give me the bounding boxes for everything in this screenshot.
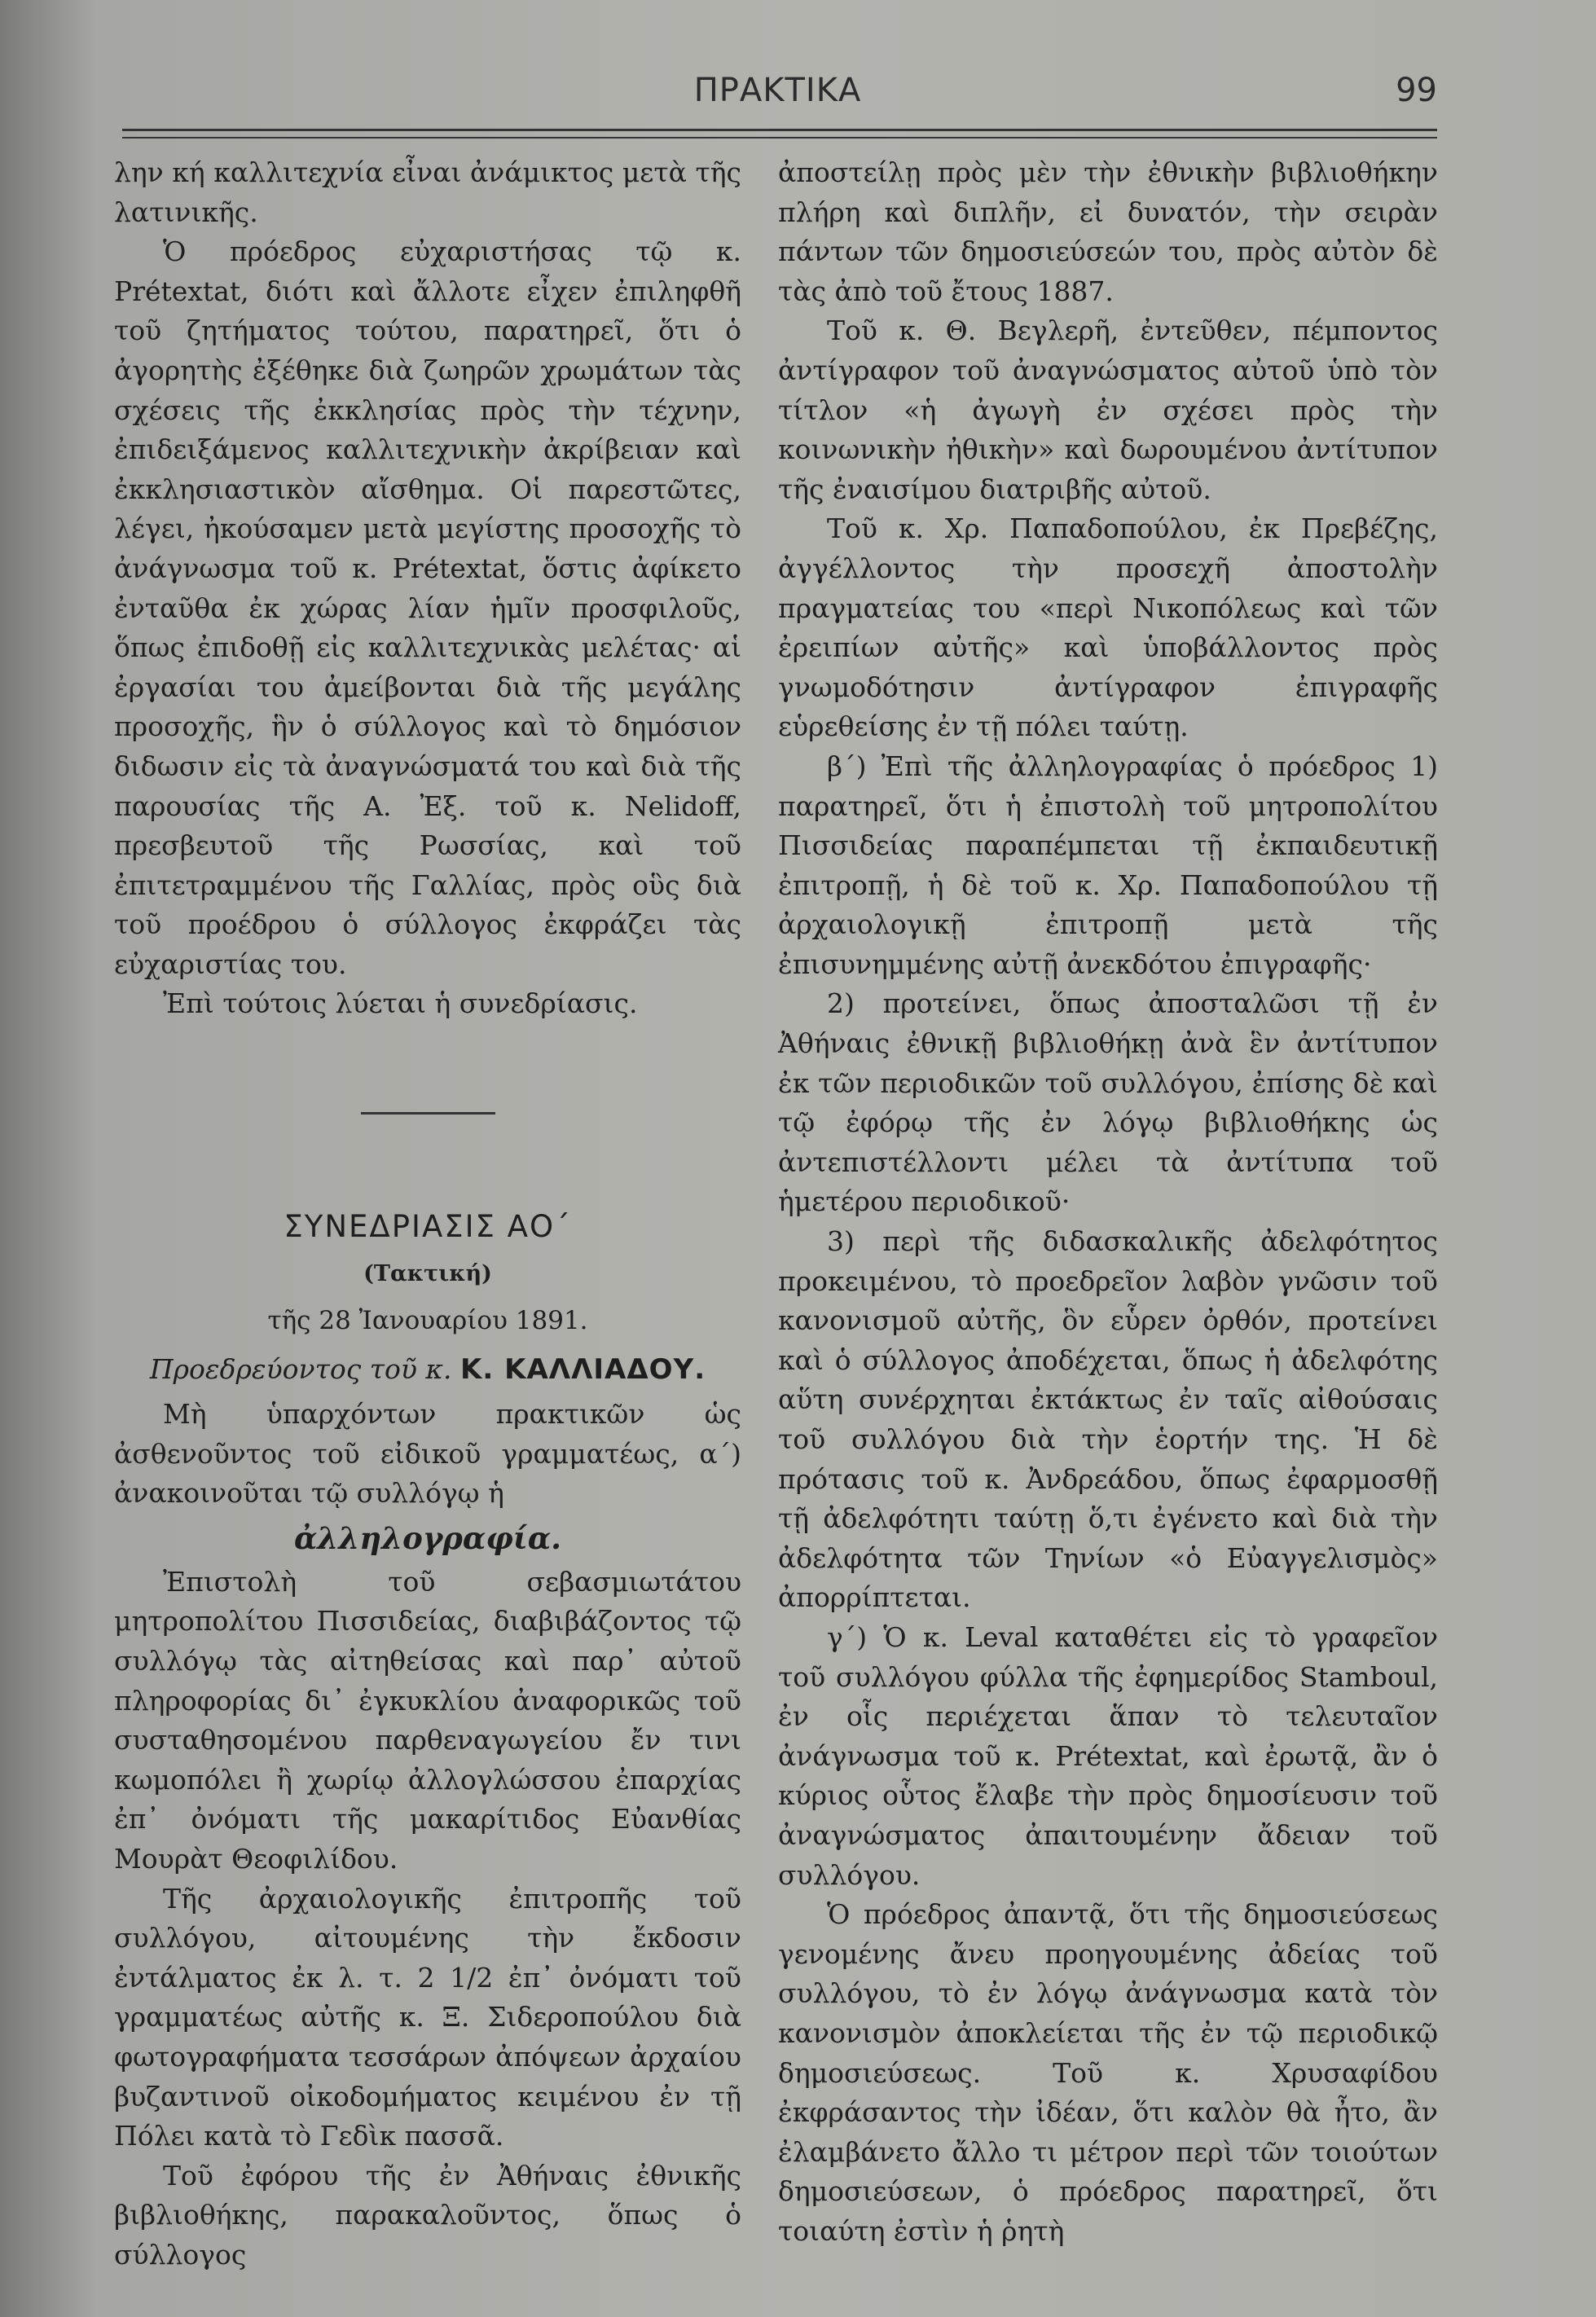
paragraph: Τοῦ κ. Χρ. Παπαδοπούλου, ἐκ Πρεβέζης, ἀγγέλλοντος τὴν προσεχῆ ἀποστολὴν πραγματείας του «περὶ Νικοπόλεως καὶ τῶν ἐρειπίων αὐτῆς» καὶ ὑποβάλλοντος πρὸς γνωμοδότησιν ἀντίγραφον ἐπιγραφῆς εὑρεθείσης ἐν τῇ πόλει ταύτῃ. <box>778 512 1438 743</box>
presiding-label: Προεδρεύοντος τοῦ κ. <box>149 1353 452 1386</box>
paragraph: Τοῦ ἐφόρου τῆς ἐν Ἀθήναις ἐθνικῆς βιβλιοθήκης, παρακαλοῦντος, ὅπως ὁ σύλλογος <box>114 2159 741 2271</box>
paragraph: β΄) Ἐπὶ τῆς ἀλληλογραφίας ὁ πρόεδρος 1) παρατηρεῖ, ὅτι ἡ ἐπιστολὴ τοῦ μητροπολίτου Πισσιδείας παραπέμπεται τῇ ἐκπαιδευτικῇ ἐπιτροπῇ, ἡ δὲ τοῦ κ. Χρ. Παπαδοπούλου τῇ ἀρχαιολογικῇ ἐπιτροπῇ μετὰ τῆς ἐπισυνημμένης αὐτῇ ἀνεκδότου ἐπιγραφῆς· <box>778 750 1438 980</box>
presiding-line <box>114 1344 741 1395</box>
paragraph: Τοῦ κ. Θ. Βεγλερῆ, ἐντεῦθεν, πέμποντος ἀντίγραφον τοῦ ἀναγνώσματος αὐτοῦ ὑπὸ τὸν τίτλον «ἡ ἀγωγὴ ἐν σχέσει πρὸς τὴν κοινωνικὴν ἠθικὴν» καὶ δωρουμένου ἀντίτυπον τῆς ἐναισίμου διατριβῆς αὐτοῦ. <box>778 314 1438 505</box>
page-number: 99 <box>1396 72 1437 109</box>
section-separator <box>361 1112 495 1115</box>
paragraph: ἀποστείλῃ πρὸς μὲν τὴν ἐθνικὴν βιβλιοθήκην πλήρη καὶ διπλῆν, εἰ δυνατόν, τὴν σειρὰν πάντων τῶν δημοσιεύσεών του, πρὸς αὐτὸν δὲ τὰς ἀπὸ τοῦ ἔτους 1887. <box>778 156 1438 307</box>
presiding-name: Κ. ΚΑΛΛΙΑΔΟΥ. <box>460 1353 706 1387</box>
session-title: ΣΥΝΕΔΡΙΑΣΙΣ ΑΟ΄ <box>284 1209 572 1245</box>
paragraph: 3) περὶ τῆς διδασκαλικῆς ἀδελφότητος προκειμένου, τὸ προεδρεῖον λαβὸν γνῶσιν τοῦ κανονισμοῦ αὐτῆς, ὃν εὗρεν ὀρθόν, προτείνει καὶ ὁ σύλλογος ἀποδέχεται, ὅπως ἡ ἀδελφότης αὕτη συνέρχηται ἐκτάκτως ἐν ταῖς αἰθούσαις τοῦ συλλόγου διὰ τὴν ἑορτήν της. Ἡ δὲ πρότασις τοῦ κ. Ἀνδρεάδου, ὅπως ἐφαρμοσθῇ τῇ ἀδελφότητι ταύτῃ ὅ,τι ἐγένετο καὶ διὰ τὴν ἀδελφότητα τῶν Τηνίων «ὁ Εὐαγγελισμὸς» ἀπορρίπτεται. <box>778 1225 1438 1614</box>
section-heading: ἀλληλογραφία. <box>293 1519 562 1556</box>
paragraph: Ὁ πρόεδρος εὐχαριστήσας τῷ κ. Prétextat, διότι καὶ ἄλλοτε εἶχεν ἐπιληφθῆ τοῦ ζητήματος τούτου, παρατηρεῖ, ὅτι ὁ ἀγορητὴς ἐξέθηκε διὰ ζωηρῶν χρωμάτων τὰς σχέσεις τῆς ἐκκλησίας πρὸς τὴν τέχνην, ἐπιδειξάμενος καλλιτεχνικὴν ἀκρίβειαν καὶ ἐκκλησιαστικὸν αἴσθημα. Οἱ παρεστῶτες, λέγει, ἠκούσαμεν μετὰ μεγίστης προσοχῆς τὸ ἀνάγνωσμα τοῦ κ. Prétextat, ὅστις ἀφίκετο ἐνταῦθα ἐκ χώρας λίαν ἡμῖν προσφιλοῦς, ὅπως ἐπιδοθῇ εἰς καλλιτεχνικὰς μελέτας· αἱ ἐργασίαι του ἀμείβονται διὰ τῆς μεγάλης προσοχῆς, ἣν ὁ σύλλογος καὶ τὸ δημόσιον διδωσιν εἰς τὰ ἀναγνώσματά του καὶ διὰ τῆς παρουσίας τῆς Α. Ἐξ. τοῦ κ. Nelidoff, πρεσβευτοῦ τῆς Ρωσσίας, καὶ τοῦ ἐπιτετραμμένου τῆς Γαλλίας, πρὸς οὓς διὰ τοῦ προέδρου ὁ σύλλογος ἐκφράζει τὰς εὐχαριστίας του. <box>114 235 741 980</box>
paragraph: Ἐπὶ τούτοις λύεται ἡ συνεδρίασις. <box>163 987 638 1020</box>
paragraph: 2) προτείνει, ὅπως ἀποσταλῶσι τῇ ἐν Ἀθήναις ἐθνικῇ βιβλιοθήκῃ ἀνὰ ἓν ἀντίτυπον ἐκ τῶν περιοδικῶν τοῦ συλλόγου, ἐπίσης δὲ καὶ τῷ ἐφόρῳ τῆς ἐν λόγῳ βιβλιοθήκης ὡς ἀντεπιστέλλοντι μέλει τὰ ἀντίτυπα τοῦ ἡμετέρου περιοδικοῦ· <box>778 987 1438 1218</box>
session-subtitle: (Τακτική) <box>363 1261 492 1287</box>
paragraph: Τῆς ἀρχαιολογικῆς ἐπιτροπῆς τοῦ συλλόγου, αἰτουμένης τὴν ἔκδοσιν ἐντάλματος ἐκ λ. τ. 2 1/2 ἐπ᾽ ὀνόματι τοῦ γραμματέως αὐτῆς κ. Ξ. Σιδεροπούλου διὰ φωτογραφήματα τεσσάρων ἀπόψεων ἀρχαίου βυζαντινοῦ οἰκοδομήματος κειμένου ἐν τῇ Πόλει κατὰ τὸ Γεδὶκ πασσᾶ. <box>114 1882 741 2152</box>
header-double-rule <box>122 129 1437 138</box>
paragraph: λην κή καλλιτεχνία εἶναι ἀνάμικτος μετὰ τῆς λατινικῆς. <box>114 156 741 228</box>
paragraph: γ΄) Ὁ κ. Leval καταθέτει εἰς τὸ γραφεῖον τοῦ συλλόγου φύλλα τῆς ἐφημερίδος Stamboul, ἐν οἷς περιέχεται ἅπαν τὸ τελευταῖον ἀνάγνωσμα τοῦ κ. Prétextat, καὶ ἐρωτᾷ, ἂν ὁ κύριος οὗτος ἔλαβε τὴν πρὸς δημοσίευσιν τοῦ ἀναγνώσματος ἀπαιτουμένην ἄδειαν τοῦ συλλόγου. <box>778 1620 1438 1891</box>
paragraph: Ὁ πρόεδρος ἀπαντᾷ, ὅτι τῆς δημοσιεύσεως γενομένης ἄνευ προηγουμένης ἀδείας τοῦ συλλόγου, τὸ ἐν λόγῳ ἀνάγνωσμα κατὰ τὸν κανονισμὸν ἀποκλείεται τῆς ἐν τῷ περιοδικῷ δημοσιεύσεως. Τοῦ κ. Χρυσαφίδου ἐκφράσαντος τὴν ἰδέαν, ὅτι καλὸν θὰ ἦτο, ἂν ἐλαμβάνετο ἄλλο τι μέτρον περὶ τῶν τοιούτων δημοσιεύσεων, ὁ πρόεδρος παρατηρεῖ, ὅτι τοιαύτη ἐστὶν ἡ ῥητὴ <box>778 1898 1438 2247</box>
running-head: ΠΡΑΚΤΙΚΑ <box>693 72 862 109</box>
paragraph: Ἐπιστολὴ τοῦ σεβασμιωτάτου μητροπολίτου Πισσιδείας, διαβιβάζοντος τῷ συλλόγῳ τὰς αἰτηθείσας καὶ παρ᾽ αὐτοῦ πληροφορίας δι᾽ ἐγκυκλίου ἀναφορικῶς τοῦ συσταθησομένου παρθεναγωγείου ἔν τινι κωμοπόλει ἢ χωρίῳ ἀλλογλώσσου ἐπαρχίας ἐπ᾽ ὀνόματι τῆς μακαρίτιδος Εὐανθίας Μουρὰτ Θεοφιλίδου. <box>114 1565 741 1875</box>
page-header <box>118 67 1437 116</box>
session-date: τῆς 28 Ἰανουαρίου 1891. <box>267 1306 588 1336</box>
right-column <box>778 153 1438 2251</box>
paragraph: Μὴ ὑπαρχόντων πρακτικῶν ὡς ἀσθενοῦντος τοῦ εἰδικοῦ γραμματέως, α΄) ἀνακοινοῦται τῷ συλλόγῳ ἡ <box>114 1398 741 1510</box>
left-column <box>114 153 741 2275</box>
